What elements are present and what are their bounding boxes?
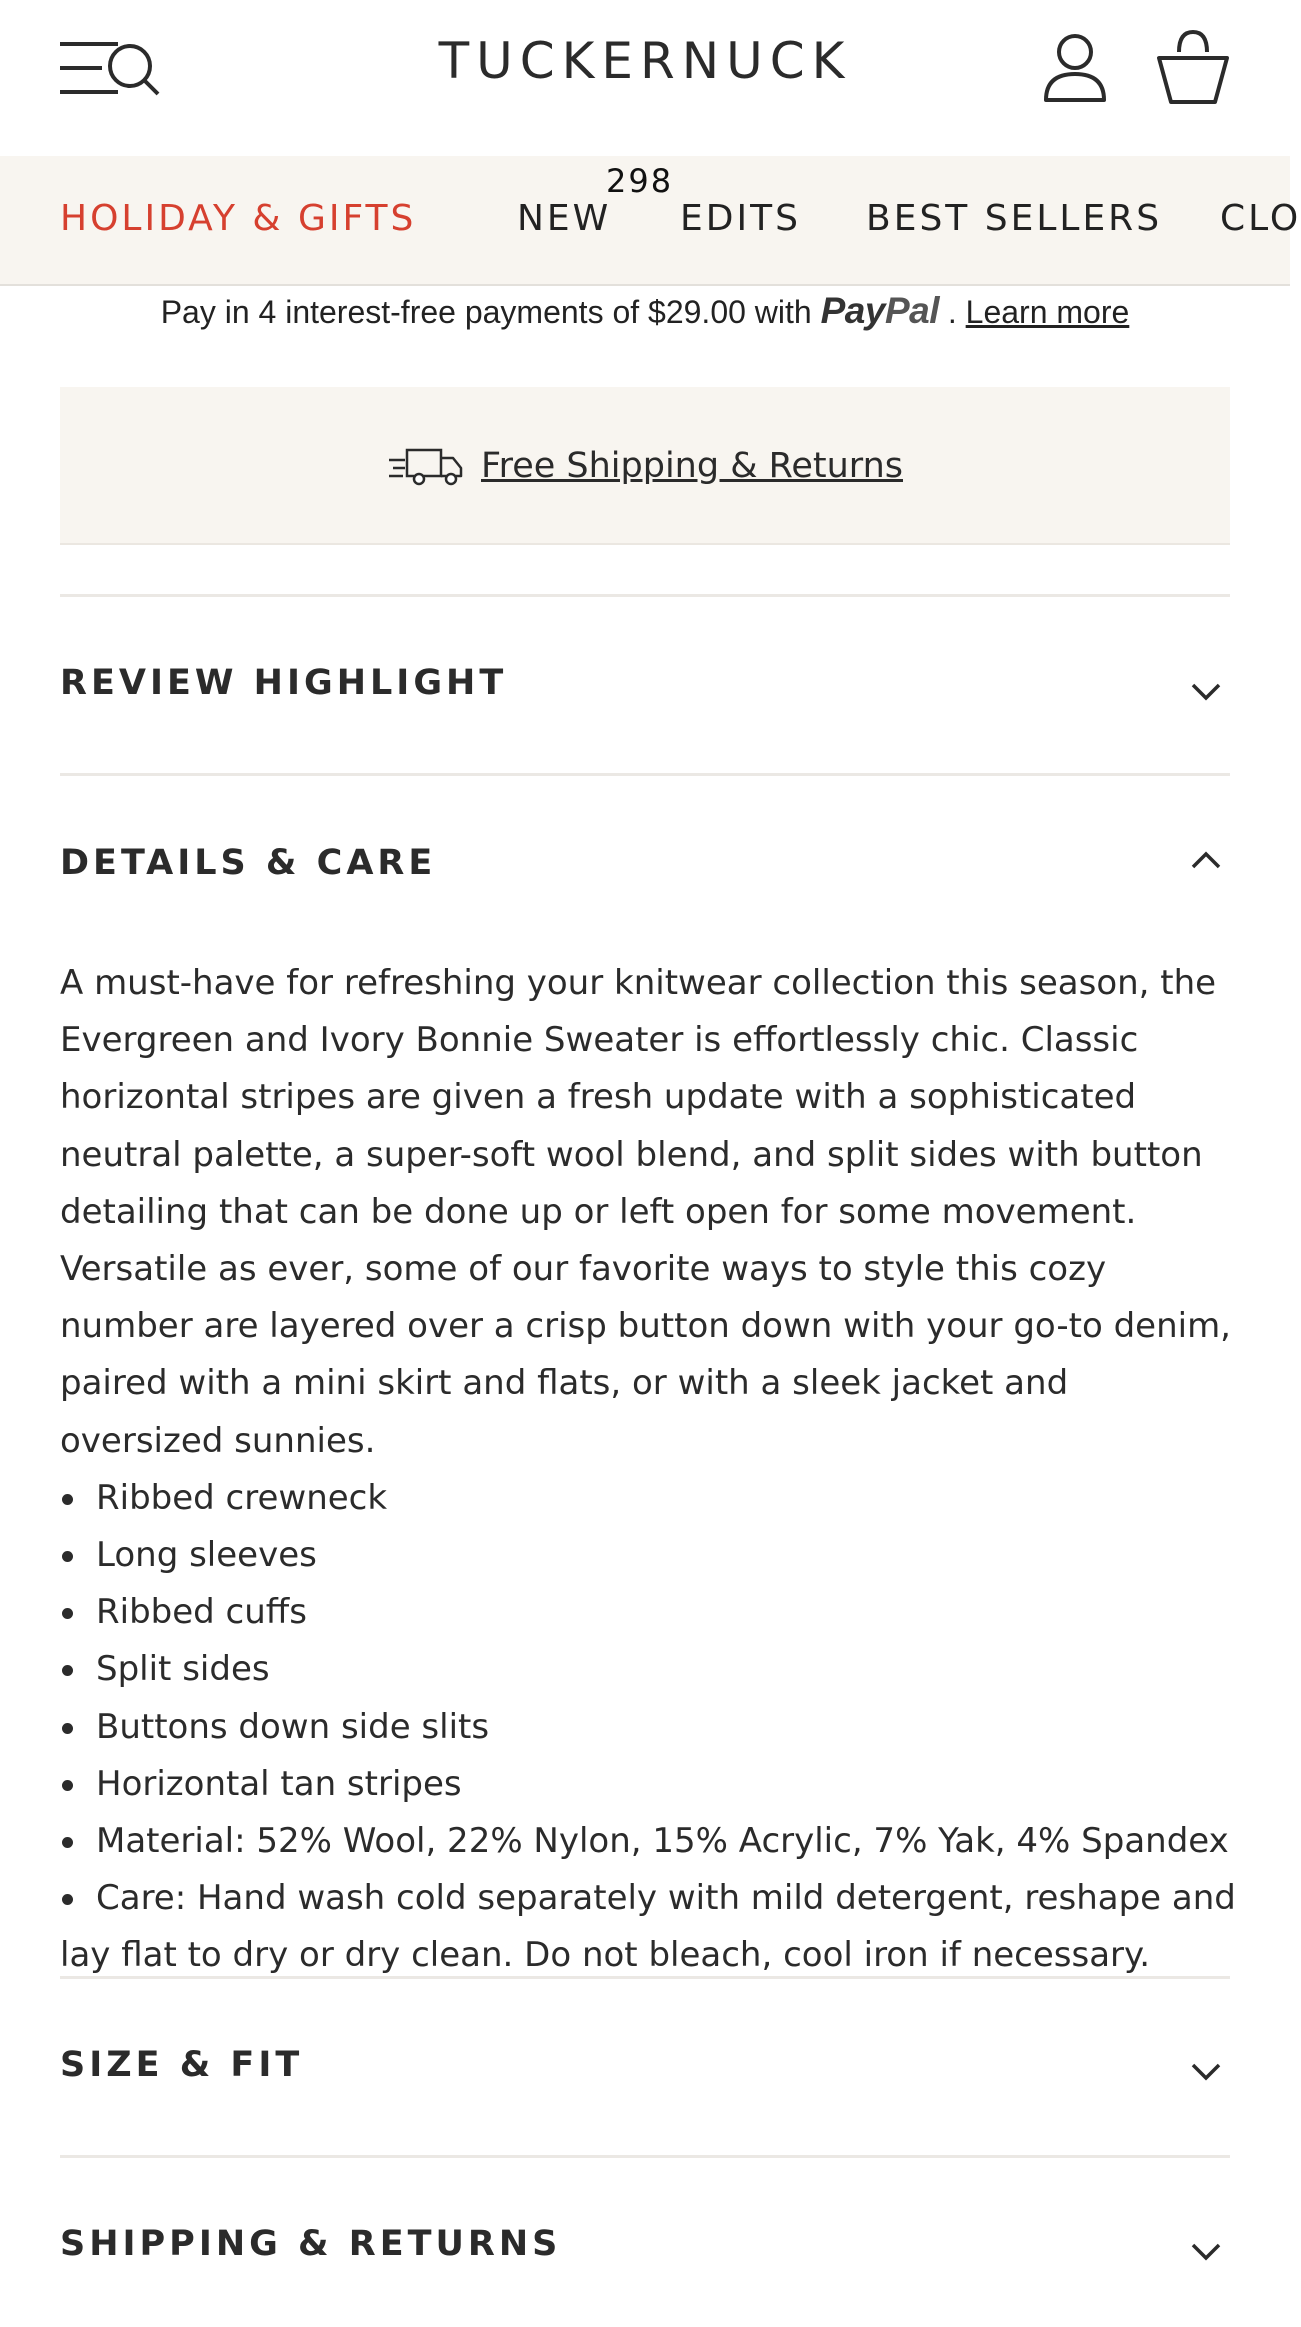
paypal-message [0,290,1290,332]
logo[interactable]: TUCKERNUCK [438,32,852,90]
accordion-details-care[interactable]: DETAILS & CARE [60,843,437,883]
chevron-down-icon[interactable] [1190,2242,1222,2262]
product-features-list [60,1470,1240,1985]
divider [60,594,1230,597]
nav-item-clothing[interactable]: CLO [1220,198,1301,239]
accordion-size-fit[interactable]: SIZE & FIT [60,2045,304,2085]
chevron-up-icon[interactable] [1190,850,1222,870]
chevron-down-icon[interactable] [1190,682,1222,702]
account-icon[interactable] [1040,28,1110,108]
bag-icon[interactable] [1153,28,1233,108]
learn-more-link[interactable]: Learn more [965,294,1130,330]
nav-item-best-sellers[interactable]: BEST SELLERS [866,198,1163,239]
chevron-down-icon[interactable] [1190,2062,1222,2082]
list-item: Long sleeves [60,1527,1240,1584]
list-item: Material: 52% Wool, 22% Nylon, 15% Acrylic, 7% Yak, 4% Spandex [60,1813,1240,1870]
paypal-text: Pay in 4 interest-free payments of $29.00 with [160,294,812,330]
site-header [0,0,1290,156]
list-item: Ribbed crewneck [60,1470,1240,1527]
nav-item-holiday-gifts[interactable]: HOLIDAY & GIFTS [60,198,417,239]
paypal-separator: . [947,294,957,330]
list-item: Split sides [60,1641,1240,1698]
divider [60,2155,1230,2158]
divider [60,773,1230,776]
list-item: Buttons down side slits [60,1699,1240,1756]
list-item: Care: Hand wash cold separately with mild detergent, reshape and lay flat to dry or dry clean. Do not bleach, cool iron if necessary. [60,1870,1240,1984]
list-item: Horizontal tan stripes [60,1756,1240,1813]
details-care-content [60,955,1240,1985]
nav-item-edits[interactable]: EDITS [680,198,801,239]
paypal-logo: PayPal [820,290,939,331]
list-item: Ribbed cuffs [60,1584,1240,1641]
shipping-banner [60,387,1230,545]
category-nav [0,156,1301,286]
accordion-shipping-returns[interactable]: SHIPPING & RETURNS [60,2224,562,2264]
free-shipping-returns-link[interactable]: Free Shipping & Returns [481,446,903,486]
divider [60,1976,1230,1979]
truck-icon [387,446,465,486]
nav-item-new[interactable]: NEW [517,198,612,239]
product-description: A must-have for refreshing your knitwear collection this season, the Evergreen and Ivory Bonnie Sweater is effortlessly chic. Classic horizontal stripes are given a fresh update with a sophisticated neutral palette, a super-soft wool blend, and split sides with button detailing that can be done up or left open for some movement. Versatile as ever, some of our favorite ways to style this cozy number are layered over a crisp button down with your go-to denim, paired with a mini skirt and flats, or with a sleek jacket and oversized sunnies. [60,963,1231,1461]
accordion-review-highlight[interactable]: REVIEW HIGHLIGHT [60,663,508,703]
nav-badge-count: 298 [606,162,674,200]
